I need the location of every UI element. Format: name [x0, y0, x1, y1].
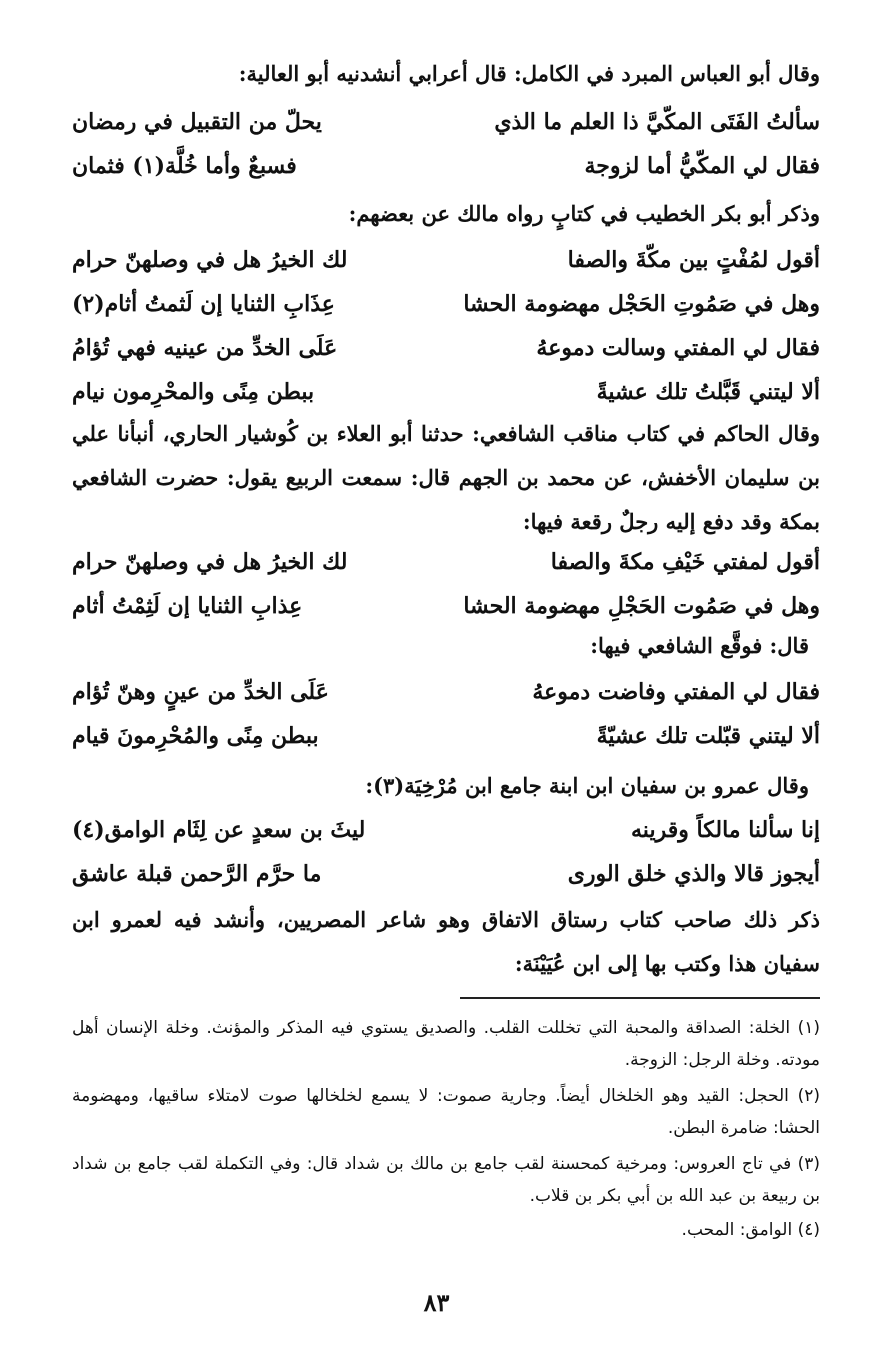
verse-first-hemistich: فقال لي المفتي وفاضت دموعهُ: [532, 679, 820, 705]
verse-first-hemistich: وهل في صَمُوتِ الحَجْل مهضومة الحشا: [463, 291, 820, 317]
verse-line: [72, 282, 820, 326]
paragraph-hakim-narration: وقال الحاكم في كتاب مناقب الشافعي: حدثنا أبو العلاء بن كُوشيار الحاري، أنبأنا علي بن سليمان الأخفش، عن محمد بن الجهم قال: سمعت الربيع يقول: حضرت الشافعي بمكة وقد دفع إليه رجلٌ رقعة فيها:: [72, 421, 820, 534]
verse-second-hemistich: فسبعٌ وأما خُلَّة(١) فثمان: [72, 153, 297, 179]
verse-line: [72, 540, 820, 584]
verse-first-hemistich: وهل في صَمُوت الحَجْلِ مهضومة الحشا: [463, 593, 820, 619]
verse-second-hemistich: ما حرَّم الرَّحمن قبلة عاشق: [72, 861, 322, 887]
paragraph-khatib-intro: وذكر أبو بكر الخطيب في كتابٍ رواه مالك عن بعضهم:: [348, 201, 820, 226]
verse-second-hemistich: عِذَابِ الثنايا إن لَثمتُ أثام(٢): [72, 291, 335, 317]
paragraph-amr-intro: وقال عمرو بن سفيان ابن ابنة جامع ابن مُرْخِيَة(٣):: [365, 773, 809, 798]
verse-second-hemistich: عَلَى الخدِّ من عينيه فهي تُؤامُ: [72, 335, 338, 361]
poem-mufti-safa: [72, 238, 820, 414]
footnote-divider: [460, 997, 820, 999]
verse-line: [72, 584, 820, 628]
footnote-1: (١) الخلة: الصداقة والمحبة التي تخللت القلب. والصديق يستوي فيه المذكر والمؤنث. وخلة الإنسان أهل مودته. وخلة الرجل: الزوجة.: [72, 1018, 820, 1070]
verse-line: [72, 714, 820, 758]
verse-second-hemistich: ببطن مِنًى والمحْرِمون نيام: [72, 379, 315, 405]
verse-second-hemistich: ليثَ بن سعدٍ عن لِثَام الوامق(٤): [72, 817, 366, 843]
poem-malik-layth: [72, 808, 820, 896]
verse-line: [72, 670, 820, 714]
verse-line: [72, 100, 820, 144]
verse-second-hemistich: عَلَى الخدِّ من عينٍ وهنّ تُؤام: [72, 679, 329, 705]
verse-first-hemistich: سألتُ الفَتَى المكّيَّ ذا العلم ما الذي: [494, 109, 820, 135]
verse-first-hemistich: إنا سألنا مالكاً وقرينه: [631, 817, 820, 843]
verse-first-hemistich: فقال لي المفتي وسالت دموعهُ: [536, 335, 820, 361]
verse-line: [72, 852, 820, 896]
verse-line: [72, 144, 820, 188]
verse-line: [72, 808, 820, 852]
footnote-4: (٤) الوامق: المحب.: [681, 1220, 820, 1240]
verse-first-hemistich: ألا ليتني قبّلت تلك عشيّةً: [596, 723, 820, 749]
verse-line: [72, 238, 820, 282]
paragraph-mubarrad-intro: وقال أبو العباس المبرد في الكامل: قال أعرابي أنشدنيه أبو العالية:: [238, 61, 820, 86]
verse-second-hemistich: يحلّ من التقبيل في رمضان: [72, 109, 322, 135]
poem-shafii-answer: [72, 670, 820, 758]
verse-first-hemistich: ألا ليتني قَبَّلتُ تلك عشيةً: [596, 379, 820, 405]
page-number: ٨٣: [423, 1288, 450, 1317]
paragraph-rustaq-source: ذكر ذلك صاحب كتاب رستاق الاتفاق وهو شاعر المصريين، وأنشد فيه لعمرو ابن سفيان هذا وكتب بها إلى ابن عُيَيْنَة:: [72, 907, 820, 976]
footnote-2: (٢) الحجل: القيد وهو الخلخال أيضاً. وجارية صموت: لا يسمع لخلخالها صوت لامتلاء ساقيها، ومهضومة الحشا: ضامرة البطن.: [72, 1086, 820, 1138]
poem-mufti-khayf: [72, 540, 820, 628]
footnote-3: (٣) في تاج العروس: ومرخية كمحسنة لقب جامع بن مالك بن شداد قال: وفي التكملة لقب جامع بن شداد بن ربيعة بن عبد الله بن أبي بكر بن قلاب.: [72, 1154, 820, 1206]
paragraph-shafii-reply: قال: فوقَّع الشافعي فيها:: [590, 633, 809, 658]
verse-first-hemistich: أقول لمُفْتٍ بين مكّةَ والصفا: [567, 247, 820, 273]
verse-second-hemistich: ببطن مِنًى والمُحْرِمونَ قيام: [72, 723, 319, 749]
verse-second-hemistich: عِذابِ الثنايا إن لَثِمْتُ أثام: [72, 593, 303, 619]
verse-line: [72, 370, 820, 414]
verse-line: [72, 326, 820, 370]
poem-ramadan: [72, 100, 820, 188]
verse-first-hemistich: أقول لمفتي خَيْفِ مكةَ والصفا: [550, 549, 820, 575]
verse-second-hemistich: لك الخيرُ هل في وصلهنّ حرام: [72, 549, 348, 575]
verse-first-hemistich: فقال لي المكّيُّ أما لزوجة: [584, 153, 820, 179]
verse-second-hemistich: لك الخيرُ هل في وصلهنّ حرام: [72, 247, 348, 273]
verse-first-hemistich: أيجوز قالا والذي خلق الورى: [567, 861, 820, 887]
